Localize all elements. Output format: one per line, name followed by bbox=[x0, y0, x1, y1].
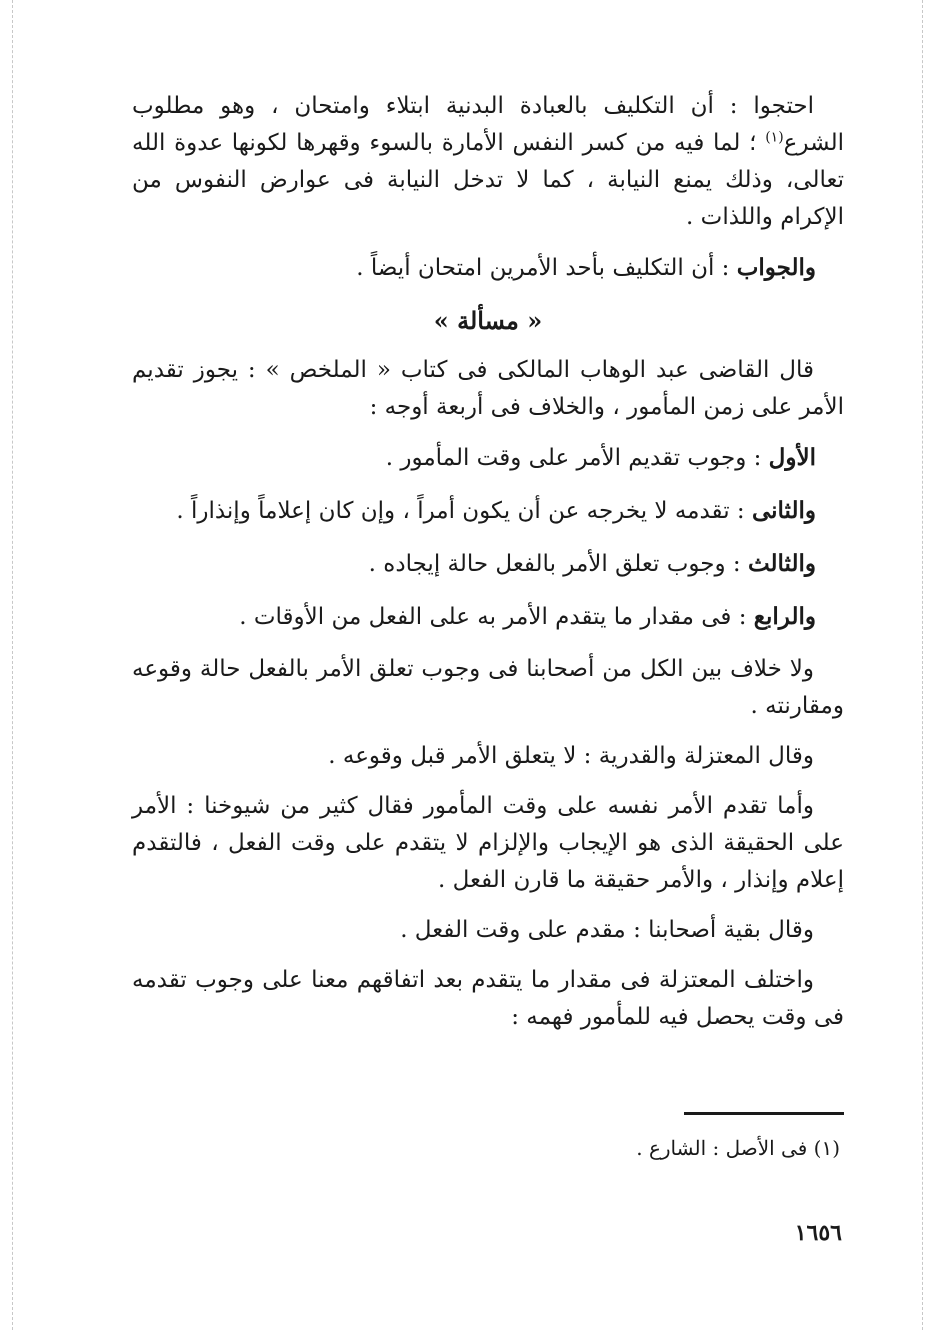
answer-label: والجواب bbox=[736, 254, 816, 281]
list-item-third: والثالث : وجوب تعلق الأمر بالفعل حالة إيجاده . bbox=[368, 550, 816, 577]
footnote: (١) فى الأصل : الشارع . bbox=[636, 1136, 840, 1160]
paragraph-disagreement: واختلف المعتزلة فى مقدار ما يتقدم بعد اتفاقهم معنا على وجوب تقدمه فى وقت يحصل فيه للمأمور فهمه : bbox=[132, 967, 844, 1030]
page-body bbox=[132, 88, 844, 1049]
paragraph-intro: قال القاضى عبد الوهاب المالكى فى كتاب « الملخص » : يجوز تقديم الأمر على زمن المأمور ، والخلاف فى أربعة أوجه : bbox=[132, 357, 844, 420]
scan-margin-line-right bbox=[922, 0, 923, 1330]
footnote-marker[interactable]: (١) bbox=[765, 129, 784, 146]
footnote-divider bbox=[684, 1112, 844, 1115]
paragraph-precedence: وأما تقدم الأمر نفسه على وقت المأمور فقال كثير من شيوخنا : الأمر على الحقيقة الذى هو الإيجاب والإلزام لا يتقدم على وقت الفعل ، فالتقدم إعلام وإنذار ، والأمر حقيقة ما قارن الفعل . bbox=[132, 793, 844, 893]
paragraph-argument: احتجوا : أن التكليف بالعبادة البدنية ابتلاء وامتحان ، وهو مطلوب الشرع$^{(١)}$ ؛ لما فيه من كسر النفس الأمارة بالسوء وقهرها لكونها عدوة الله تعالى، وذلك يمنع النيابة ، كما لا تدخل النيابة فى عوارض النفوس من الإكرام واللذات . bbox=[132, 93, 844, 230]
page-number: ١٦٥٦ bbox=[794, 1220, 842, 1246]
paragraph-answer: والجواب : أن التكليف بأحد الأمرين امتحان أيضاً . bbox=[356, 254, 816, 281]
list-item-fourth: والرابع : فى مقدار ما يتقدم الأمر به على الفعل من الأوقات . bbox=[239, 603, 816, 630]
paragraph-others: وقال بقية أصحابنا : مقدم على وقت الفعل . bbox=[400, 917, 814, 943]
list-item-second: والثانى : تقدمه لا يخرجه عن أن يكون أمراً ، وإن كان إعلاماً وإنذاراً . bbox=[176, 497, 816, 524]
paragraph-mutazila: وقال المعتزلة والقدرية : لا يتعلق الأمر قبل وقوعه . bbox=[328, 743, 814, 769]
list-item-first: الأول : وجوب تقديم الأمر على وقت المأمور . bbox=[385, 444, 816, 471]
section-heading: « مسألة » bbox=[433, 306, 543, 335]
scan-margin-line-left bbox=[12, 0, 13, 1330]
paragraph-consensus: ولا خلاف بين الكل من أصحابنا فى وجوب تعلق الأمر بالفعل حالة وقوعه ومقارنته . bbox=[132, 656, 844, 719]
